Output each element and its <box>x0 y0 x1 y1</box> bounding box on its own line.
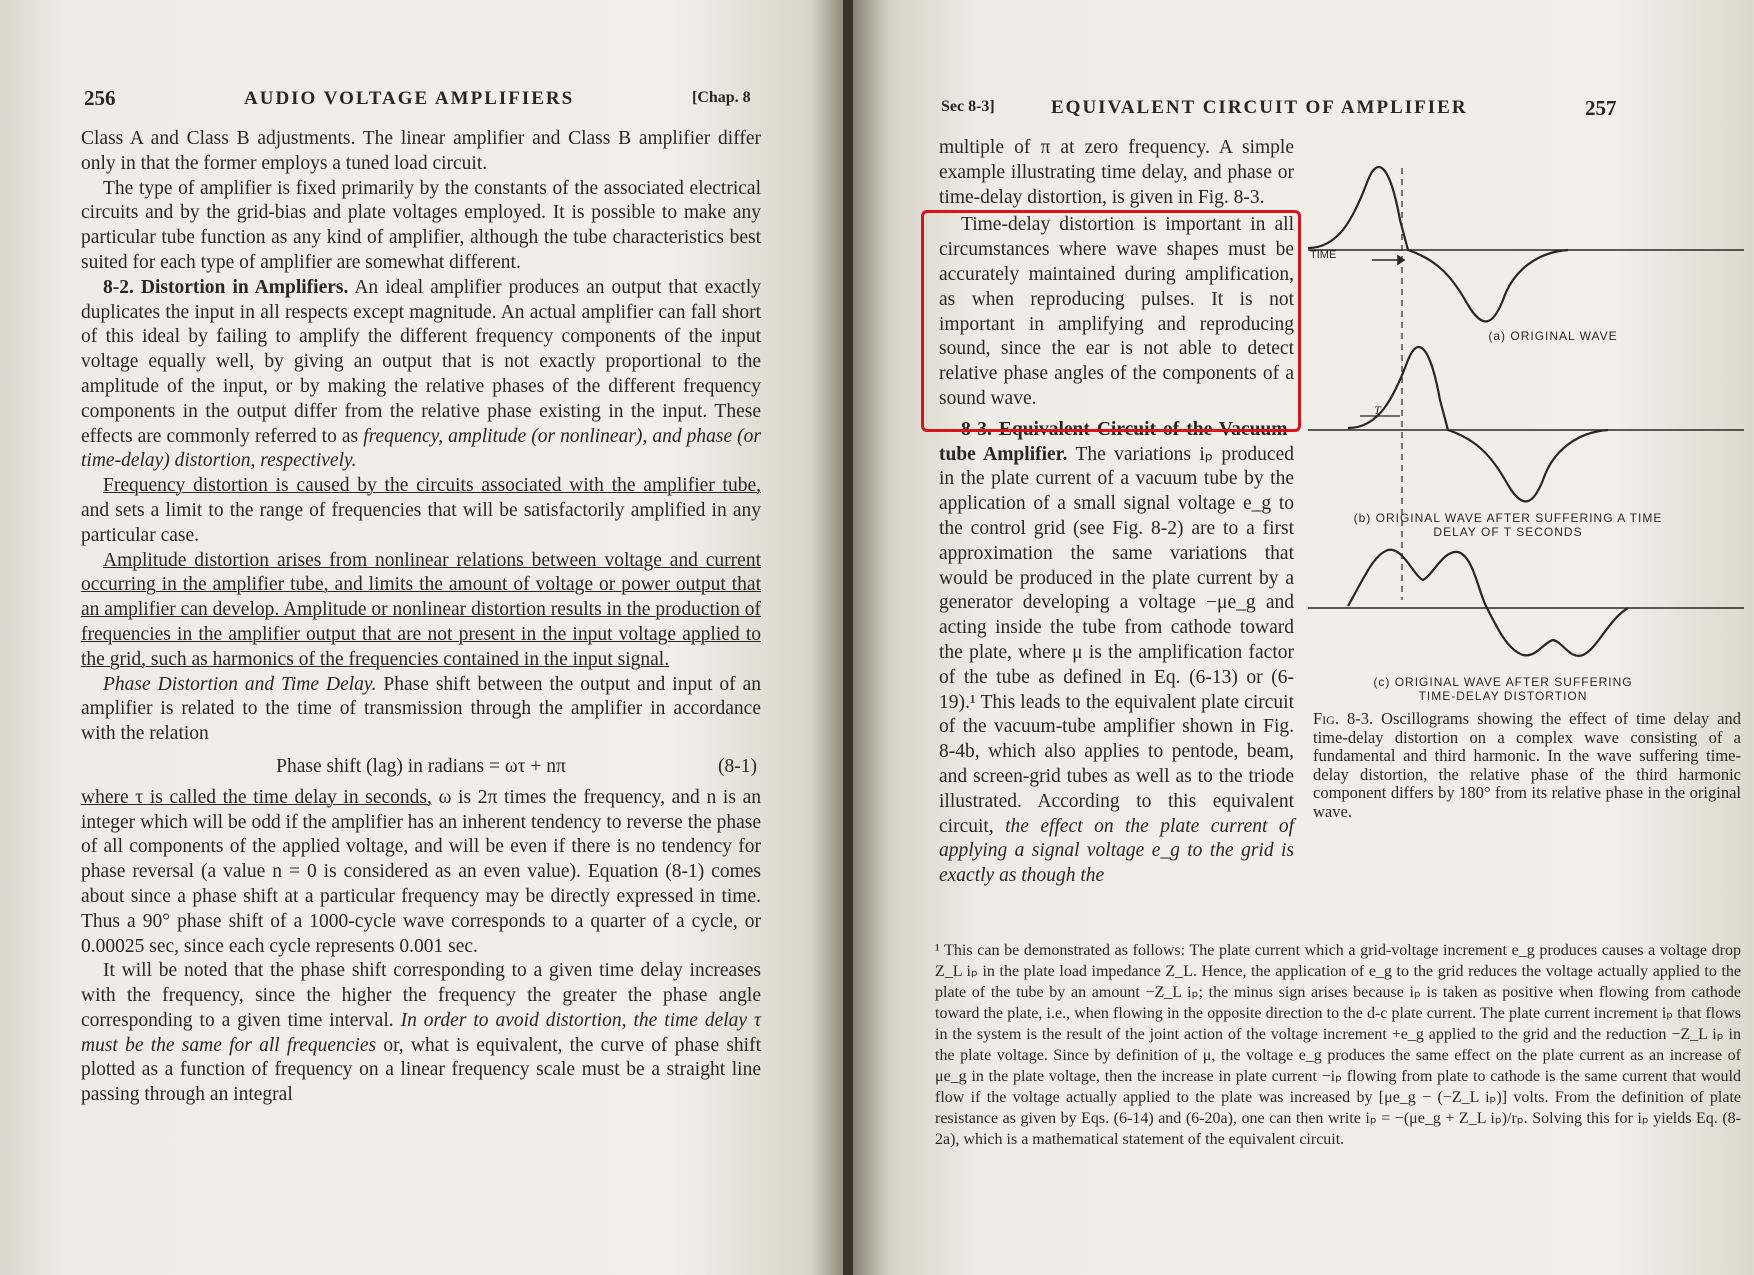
underlined-text: Frequency distortion is caused by the circuits associated with the amplifier tube, <box>103 475 761 497</box>
left-chapter-ref: [Chap. 8 <box>692 89 751 106</box>
section-8-3 <box>939 418 1294 889</box>
section-heading: 8-3. Equivalent Circuit of the Vacuum-tube Amplifier. <box>939 418 1294 465</box>
equation-text: Phase shift (lag) in radians = ωτ + nπ <box>276 755 566 777</box>
right-page-number: 257 <box>1585 96 1617 120</box>
paragraph-text: ω is 2π times the frequency, and n is an integer which will be odd if the amplifier has an inherent tendency to reverse the phase of all components of the applied voltage, and will be even if there is no tendency for phase reversal (a value n = 0 is considered as an even value). Equation (8-1) comes about since a phase shift at a particular frequency may be directly expressed in time. Thus a 90° phase shift of a 1000-cycle wave corresponds to a quarter of a cycle, or 0.00025 sec, since each cycle represents 0.001 sec. <box>81 786 761 957</box>
time-label: TIME <box>1310 249 1337 261</box>
tau-label: T <box>1374 403 1381 417</box>
italic-text: the effect on the plate current of applying a signal voltage e_g to the grid is exactly as though the <box>939 815 1294 887</box>
figure-caption-text: Oscillograms showing the effect of time delay and time-delay distortion on a complex wave consisting of a fundamental and third harmonic. In the wave suffering time-delay distortion, the relative phase of the third harmonic component differs by 180° from its relative phase in the original wave. <box>1313 709 1742 821</box>
caption-b: (b) ORIGINAL WAVE AFTER SUFFERING A TIME DELAY OF T SECONDS <box>1353 511 1663 539</box>
paragraph: The type of amplifier is fixed primarily by the constants of the associated electrical circuits and by the grid-bias and plate voltages employed. It is possible to make any particular tube function as any kind of amplifier, although the tube characteristics best suited for each type of amplifier are somewhat different. <box>81 177 761 273</box>
paragraph-text: Phase shift between the output and input of an amplifier is related to the time of transmission through the amplifier in accordance with the relation <box>81 673 761 745</box>
equation-number: (8-1) <box>718 755 757 777</box>
caption-c: (c) ORIGINAL WAVE AFTER SUFFERING TIME-DELAY DISTORTION <box>1373 675 1633 703</box>
figure-caption <box>1313 710 1741 821</box>
equation-explanation <box>81 786 761 960</box>
subsection-heading: Phase Distortion and Time Delay. <box>103 673 377 695</box>
underlined-text: where τ is called the time delay in seconds, <box>81 786 432 808</box>
section-text: The variations iₚ produced in the plate current of a vacuum tube by the application of a small signal voltage e_g to the control grid (see Fig. 8-2) are to a first approximation the same variations that would be produced in the plate current by a generator developing a voltage −μe_g and acting inside the tube from cathode toward the plate, where μ is the amplification factor of the tube as defined in Eq. (6-13) or (6-19).¹ This leads to the equivalent plate circuit of the vacuum-tube amplifier shown in Fig. 8-4b, which also applies to pentode, beam, and screen-grid tubes as well as to the triode illustrated. According to this equivalent circuit, <box>939 443 1294 837</box>
wave-a <box>1308 167 1568 321</box>
phase-distortion-paragraph <box>81 673 761 747</box>
highlighted-paragraph: Time-delay distortion is important in all circumstances where wave shapes must be accurately maintained during amplification, as when reproducing pulses. It is not important in amplifying and reproducing sound, since the ear is not able to detect relative phase angles of the components of a sound wave. <box>939 214 1294 409</box>
wave-c <box>1348 550 1628 656</box>
left-page <box>0 0 845 1275</box>
section-8-2 <box>81 276 761 474</box>
equation-8-1 <box>81 755 761 780</box>
underlined-text: Amplitude distortion arises from nonlinear relations between voltage and current occurring in the amplifier tube, and limits the amount of voltage or power output that an amplifier can develop. Amplitude or nonlinear distortion results in the production of frequencies in the amplifier output that are not present in the input voltage applied to the grid, such as harmonics of the frequencies contained in the input signal. <box>81 549 761 670</box>
frequency-distortion-paragraph <box>81 474 761 548</box>
time-arrow-head <box>1398 256 1404 264</box>
caption-a: (a) ORIGINAL WAVE <box>1488 329 1618 343</box>
amplitude-distortion-paragraph <box>81 549 761 673</box>
section-heading: 8-2. Distortion in Amplifiers. <box>103 276 349 298</box>
right-section-ref: Sec 8-3] <box>941 98 995 115</box>
paragraph-text: and sets a limit to the range of frequencies that will be satisfactorily amplified in any particular case. <box>81 499 761 546</box>
left-running-head: AUDIO VOLTAGE AMPLIFIERS <box>244 88 575 109</box>
italic-text: In order to avoid distortion, the time delay τ must be the same for all frequencies <box>81 1009 761 1056</box>
highlight-box <box>921 210 1301 432</box>
section-text: An ideal amplifier produces an output that exactly duplicates the input in all respects except magnitude. An actual amplifier can fall short of this ideal by failing to amplify the different frequency components of the input voltage equally well, by giving an output that is not exactly proportional to the amplitude of the input, or by making the relative phases of the different frequency components in the output differ from the relative phase existing in the input. These effects are commonly referred to as <box>81 276 761 447</box>
footnote: ¹ This can be demonstrated as follows: The plate current which a grid-voltage increment e_g produces causes a voltage drop Z_L iₚ in the plate load impedance Z_L. Hence, the application of e_g to the grid reduces the voltage actually applied to the plate of the tube by an amount −Z_L iₚ; the minus sign arises because iₚ is taken as positive when flowing from cathode toward the plate, i.e., when flowing in the opposite direction to the d-c plate current. The plate current increment iₚ that flows in the system is the result of the joint action of the voltage increment +e_g applied to the grid and the reduction −Z_L iₚ in the plate voltage. Since by definition of μ, the voltage e_g produces the same effect on the plate current as an increase of μe_g in the plate voltage, then the increase in plate current −iₚ flowing from plate to cathode is the same current that would flow if the voltage actually applied to the plate was increased by [μe_g − (−Z_L iₚ)] volts. From the definition of plate resistance as given by Eqs. (6-14) and (6-20a), one can then write iₚ = −(μe_g + Z_L iₚ)/rₚ. Solving this for iₚ yields Eq. (8-2a), which is a mathematical statement of the equivalent circuit. <box>935 942 1741 1148</box>
paragraph: Class A and Class B adjustments. The linear amplifier and Class B amplifier differ only in that the former employs a tuned load circuit. <box>81 128 761 174</box>
left-page-number: 256 <box>84 86 116 110</box>
paragraph-text: or, what is equivalent, the curve of phase shift plotted as a function of frequency on a linear frequency scale must be a straight line passing through an integral <box>81 1034 762 1106</box>
right-running-head: EQUIVALENT CIRCUIT OF AMPLIFIER <box>1051 97 1468 118</box>
distortion-terms: frequency, amplitude (or nonlinear), and phase (or time-delay) distortion, respectively. <box>81 425 761 472</box>
paragraph-text: It will be noted that the phase shift corresponding to a given time delay increases with the frequency, since the higher the frequency the greater the phase angle corresponding to a given time interval. <box>81 960 761 1031</box>
right-page <box>853 0 1754 1275</box>
final-paragraph <box>81 959 761 1108</box>
wave-b <box>1348 347 1608 501</box>
left-body <box>81 127 761 1108</box>
figure-label: Fig. 8-3. <box>1313 709 1374 728</box>
opening-paragraph: multiple of π at zero frequency. A simple example illustrating time delay, and phase or time-delay distortion, is given in Fig. 8-3. <box>939 137 1294 208</box>
figure-8-3 <box>1308 160 1748 700</box>
